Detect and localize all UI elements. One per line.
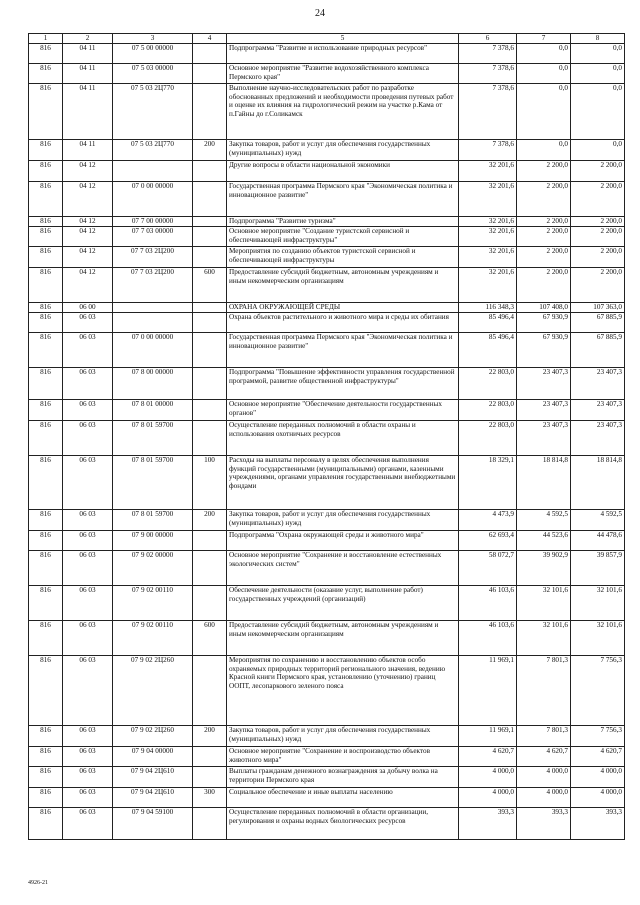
cell-target-article: 07 5 03 2Ц770: [113, 84, 193, 140]
cell-amount-3: 107 363,0: [571, 303, 625, 313]
cell-name: Государственная программа Пермского края "Экономическая политика и инновационное развитие": [227, 333, 459, 368]
cell-name: Обеспечение деятельности (оказание услуг, выполнение работ) государственных учреждений (организаций): [227, 586, 459, 621]
cell-expense-type: 100: [193, 456, 227, 510]
cell-target-article: [113, 161, 193, 182]
cell-expense-type: [193, 227, 227, 247]
cell-name: Закупка товаров, работ и услуг для обеспечения государственных (муниципальных) нужд: [227, 726, 459, 747]
cell-amount-3: 4 000,0: [571, 788, 625, 808]
cell-section: 06 03: [63, 586, 113, 621]
cell-target-article: [113, 313, 193, 333]
cell-amount-2: 107 408,0: [517, 303, 571, 313]
cell-amount-3: 7 756,3: [571, 656, 625, 726]
table-row: [29, 788, 625, 808]
table-row: [29, 421, 625, 456]
cell-expense-type: 600: [193, 268, 227, 303]
cell-expense-type: [193, 64, 227, 84]
cell-admin-code: 816: [29, 621, 63, 656]
cell-name: Закупка товаров, работ и услуг для обеспечения государственных (муниципальных) нужд: [227, 510, 459, 531]
cell-expense-type: [193, 400, 227, 421]
cell-target-article: 07 9 04 00000: [113, 747, 193, 767]
table-row: [29, 726, 625, 747]
col-header: 1: [29, 34, 63, 44]
cell-amount-3: 2 200,0: [571, 182, 625, 217]
table-row: [29, 621, 625, 656]
cell-section: 06 03: [63, 531, 113, 551]
cell-amount-3: 4 592,5: [571, 510, 625, 531]
cell-expense-type: 200: [193, 510, 227, 531]
cell-amount-2: 32 101,6: [517, 586, 571, 621]
cell-section: 06 03: [63, 656, 113, 726]
cell-amount-2: 23 407,3: [517, 400, 571, 421]
cell-amount-1: 7 378,6: [459, 44, 517, 64]
cell-expense-type: [193, 767, 227, 788]
col-header: 4: [193, 34, 227, 44]
cell-amount-1: 7 378,6: [459, 64, 517, 84]
cell-amount-1: 4 000,0: [459, 788, 517, 808]
table-row: [29, 808, 625, 840]
cell-section: 06 03: [63, 456, 113, 510]
cell-amount-2: 4 000,0: [517, 788, 571, 808]
table-row: [29, 510, 625, 531]
cell-section: 04 12: [63, 247, 113, 268]
cell-target-article: 07 7 00 00000: [113, 217, 193, 227]
cell-amount-2: 23 407,3: [517, 368, 571, 400]
col-header: 7: [517, 34, 571, 44]
cell-target-article: 07 8 01 59700: [113, 421, 193, 456]
cell-amount-3: 32 101,6: [571, 586, 625, 621]
col-header: 3: [113, 34, 193, 44]
cell-amount-1: 85 496,4: [459, 313, 517, 333]
cell-amount-1: 85 496,4: [459, 333, 517, 368]
cell-section: 06 03: [63, 510, 113, 531]
cell-amount-2: 2 200,0: [517, 217, 571, 227]
cell-target-article: 07 9 04 2Ц610: [113, 767, 193, 788]
table-row: [29, 400, 625, 421]
table-row: [29, 313, 625, 333]
cell-expense-type: [193, 217, 227, 227]
cell-amount-2: 7 801,3: [517, 656, 571, 726]
cell-name: Государственная программа Пермского края "Экономическая политика и инновационное развитие": [227, 182, 459, 217]
table-row: [29, 161, 625, 182]
cell-amount-1: 7 378,6: [459, 84, 517, 140]
cell-name: Основное мероприятие "Создание туристской сервисной и обеспечивающей инфраструктуры": [227, 227, 459, 247]
cell-expense-type: [193, 333, 227, 368]
cell-expense-type: [193, 161, 227, 182]
cell-amount-3: 23 407,3: [571, 400, 625, 421]
cell-name: ОХРАНА ОКРУЖАЮЩЕЙ СРЕДЫ: [227, 303, 459, 313]
cell-section: 06 00: [63, 303, 113, 313]
cell-amount-2: 7 801,3: [517, 726, 571, 747]
cell-amount-1: 32 201,6: [459, 217, 517, 227]
cell-amount-3: 67 885,9: [571, 333, 625, 368]
col-header: 6: [459, 34, 517, 44]
cell-expense-type: [193, 313, 227, 333]
cell-amount-1: 46 103,6: [459, 586, 517, 621]
cell-name: Основное мероприятие "Обеспечение деятельности государственных органов": [227, 400, 459, 421]
cell-admin-code: 816: [29, 551, 63, 586]
cell-section: 04 12: [63, 227, 113, 247]
cell-amount-1: 32 201,6: [459, 247, 517, 268]
cell-amount-1: 32 201,6: [459, 227, 517, 247]
cell-amount-3: 0,0: [571, 140, 625, 161]
cell-amount-1: 32 201,6: [459, 182, 517, 217]
cell-amount-2: 32 101,6: [517, 621, 571, 656]
cell-amount-1: 116 348,3: [459, 303, 517, 313]
cell-expense-type: 600: [193, 621, 227, 656]
cell-amount-1: 4 000,0: [459, 767, 517, 788]
table-row: [29, 747, 625, 767]
cell-amount-3: 23 407,3: [571, 421, 625, 456]
cell-section: 06 03: [63, 368, 113, 400]
cell-name: Выполнение научно-исследовательских работ по разработке обоснованных предложений и необходимости проведения путевых работ и оценке их влияния на гидрологический режим на участке р.Кама от п.Гайны до г.Соликамск: [227, 84, 459, 140]
cell-amount-1: 4 473,9: [459, 510, 517, 531]
cell-admin-code: 816: [29, 313, 63, 333]
table-row: [29, 333, 625, 368]
budget-table: [28, 33, 625, 840]
cell-target-article: 07 8 01 59700: [113, 510, 193, 531]
cell-amount-1: 62 693,4: [459, 531, 517, 551]
cell-amount-3: 67 885,9: [571, 313, 625, 333]
cell-section: 06 03: [63, 333, 113, 368]
cell-target-article: 07 9 02 00110: [113, 621, 193, 656]
cell-name: Подпрограмма "Развитие и использование природных ресурсов": [227, 44, 459, 64]
cell-target-article: 07 5 03 00000: [113, 64, 193, 84]
cell-expense-type: 200: [193, 726, 227, 747]
cell-target-article: 07 0 00 00000: [113, 333, 193, 368]
cell-admin-code: 816: [29, 368, 63, 400]
cell-amount-3: 2 200,0: [571, 217, 625, 227]
cell-admin-code: 816: [29, 808, 63, 840]
cell-target-article: 07 0 00 00000: [113, 182, 193, 217]
col-header: 2: [63, 34, 113, 44]
table-row: [29, 227, 625, 247]
cell-section: 04 12: [63, 217, 113, 227]
cell-amount-2: 2 200,0: [517, 161, 571, 182]
cell-target-article: 07 8 00 00000: [113, 368, 193, 400]
cell-name: Основное мероприятие "Сохранение и восстановление естественных экологических систем": [227, 551, 459, 586]
cell-target-article: [113, 303, 193, 313]
cell-amount-3: 0,0: [571, 44, 625, 64]
cell-section: 04 11: [63, 64, 113, 84]
cell-name: Мероприятия по сохранению и восстановлению объектов особо охраняемых природных территорий регионального значения, ведению Красной книги Пермского края, установлению (уточнению) границ ООПТ, лесопаркового зеленого пояса: [227, 656, 459, 726]
cell-admin-code: 816: [29, 767, 63, 788]
cell-section: 06 03: [63, 808, 113, 840]
cell-amount-1: 22 803,0: [459, 400, 517, 421]
cell-section: 06 03: [63, 767, 113, 788]
cell-target-article: 07 5 03 2Ц770: [113, 140, 193, 161]
table-row: [29, 303, 625, 313]
cell-amount-2: 44 523,6: [517, 531, 571, 551]
table-row: [29, 64, 625, 84]
cell-amount-2: 0,0: [517, 140, 571, 161]
col-header: 5: [227, 34, 459, 44]
cell-name: Другие вопросы в области национальной экономики: [227, 161, 459, 182]
cell-target-article: 07 8 01 00000: [113, 400, 193, 421]
cell-section: 04 12: [63, 161, 113, 182]
table-row: [29, 656, 625, 726]
cell-expense-type: [193, 531, 227, 551]
cell-amount-3: 2 200,0: [571, 161, 625, 182]
cell-name: Осуществление переданных полномочий в области охраны и использования охотничьих ресурсов: [227, 421, 459, 456]
cell-name: Расходы на выплаты персоналу в целях обеспечения выполнения функций государственными (муниципальными) органами, казенными учреждениями, органами управления государственными внебюджетными фондами: [227, 456, 459, 510]
cell-name: Охрана объектов растительного и животного мира и среды их обитания: [227, 313, 459, 333]
cell-expense-type: [193, 656, 227, 726]
cell-amount-2: 2 200,0: [517, 182, 571, 217]
cell-admin-code: 816: [29, 747, 63, 767]
cell-amount-3: 393,3: [571, 808, 625, 840]
cell-section: 06 03: [63, 551, 113, 586]
cell-amount-1: 32 201,6: [459, 161, 517, 182]
cell-amount-3: 32 101,6: [571, 621, 625, 656]
cell-name: Основное мероприятие "Сохранение и воспроизводство объектов животного мира": [227, 747, 459, 767]
cell-section: 06 03: [63, 400, 113, 421]
cell-amount-1: 393,3: [459, 808, 517, 840]
cell-admin-code: 816: [29, 510, 63, 531]
cell-admin-code: 816: [29, 227, 63, 247]
cell-admin-code: 816: [29, 84, 63, 140]
cell-amount-2: 18 814,8: [517, 456, 571, 510]
cell-section: 04 12: [63, 182, 113, 217]
cell-admin-code: 816: [29, 421, 63, 456]
cell-admin-code: 816: [29, 333, 63, 368]
cell-amount-1: 32 201,6: [459, 268, 517, 303]
cell-expense-type: [193, 747, 227, 767]
cell-amount-3: 0,0: [571, 84, 625, 140]
cell-amount-3: 44 478,6: [571, 531, 625, 551]
cell-admin-code: 816: [29, 726, 63, 747]
footer-code: 4926-21: [28, 880, 48, 886]
cell-amount-2: 4 620,7: [517, 747, 571, 767]
page-number: 24: [315, 8, 325, 19]
cell-amount-1: 7 378,6: [459, 140, 517, 161]
cell-target-article: 07 7 03 2Ц200: [113, 268, 193, 303]
cell-amount-2: 4 592,5: [517, 510, 571, 531]
cell-amount-2: 2 200,0: [517, 247, 571, 268]
cell-amount-1: 18 329,1: [459, 456, 517, 510]
cell-expense-type: [193, 303, 227, 313]
cell-admin-code: 816: [29, 788, 63, 808]
cell-admin-code: 816: [29, 400, 63, 421]
col-header: 8: [571, 34, 625, 44]
cell-expense-type: 200: [193, 140, 227, 161]
cell-section: 04 11: [63, 84, 113, 140]
cell-section: 06 03: [63, 313, 113, 333]
cell-amount-3: 2 200,0: [571, 268, 625, 303]
cell-amount-2: 23 407,3: [517, 421, 571, 456]
cell-amount-2: 0,0: [517, 44, 571, 64]
cell-name: Предоставление субсидий бюджетным, автономным учреждениям и иным некоммерческим организациям: [227, 621, 459, 656]
cell-amount-1: 11 969,1: [459, 656, 517, 726]
cell-amount-1: 22 803,0: [459, 421, 517, 456]
cell-admin-code: 816: [29, 656, 63, 726]
cell-admin-code: 816: [29, 456, 63, 510]
cell-expense-type: [193, 808, 227, 840]
cell-target-article: 07 9 02 00110: [113, 586, 193, 621]
cell-target-article: 07 9 02 00000: [113, 551, 193, 586]
cell-section: 06 03: [63, 421, 113, 456]
cell-name: Закупка товаров, работ и услуг для обеспечения государственных (муниципальных) нужд: [227, 140, 459, 161]
cell-section: 04 11: [63, 44, 113, 64]
table-row: [29, 368, 625, 400]
table-row: [29, 140, 625, 161]
cell-amount-1: 22 803,0: [459, 368, 517, 400]
cell-amount-1: 46 103,6: [459, 621, 517, 656]
cell-amount-2: 39 902,9: [517, 551, 571, 586]
cell-amount-2: 393,3: [517, 808, 571, 840]
cell-amount-1: 58 072,7: [459, 551, 517, 586]
cell-expense-type: [193, 247, 227, 268]
cell-amount-2: 67 930,9: [517, 333, 571, 368]
table-row: [29, 586, 625, 621]
cell-target-article: 07 9 04 2Ц610: [113, 788, 193, 808]
cell-admin-code: 816: [29, 268, 63, 303]
cell-name: Подпрограмма "Развитие туризма": [227, 217, 459, 227]
cell-amount-3: 2 200,0: [571, 247, 625, 268]
table-row: [29, 217, 625, 227]
table-row: [29, 551, 625, 586]
table-row: [29, 767, 625, 788]
table-row: [29, 268, 625, 303]
table-row: [29, 531, 625, 551]
cell-amount-1: 4 620,7: [459, 747, 517, 767]
cell-expense-type: [193, 551, 227, 586]
cell-target-article: 07 9 04 59100: [113, 808, 193, 840]
table-row: [29, 247, 625, 268]
table-row: [29, 456, 625, 510]
cell-expense-type: [193, 368, 227, 400]
cell-expense-type: [193, 182, 227, 217]
cell-expense-type: [193, 84, 227, 140]
cell-admin-code: 816: [29, 303, 63, 313]
cell-amount-2: 0,0: [517, 84, 571, 140]
cell-amount-3: 18 814,8: [571, 456, 625, 510]
cell-expense-type: [193, 586, 227, 621]
cell-amount-2: 67 930,9: [517, 313, 571, 333]
cell-admin-code: 816: [29, 64, 63, 84]
cell-target-article: 07 8 01 59700: [113, 456, 193, 510]
cell-admin-code: 816: [29, 182, 63, 217]
cell-amount-3: 4 000,0: [571, 767, 625, 788]
cell-admin-code: 816: [29, 217, 63, 227]
cell-admin-code: 816: [29, 247, 63, 268]
cell-amount-1: 11 969,1: [459, 726, 517, 747]
cell-amount-3: 2 200,0: [571, 227, 625, 247]
cell-admin-code: 816: [29, 161, 63, 182]
cell-name: Социальное обеспечение и иные выплаты населению: [227, 788, 459, 808]
cell-admin-code: 816: [29, 531, 63, 551]
cell-target-article: 07 9 02 2Ц260: [113, 656, 193, 726]
cell-name: Мероприятия по созданию объектов туристской сервисной и обеспечивающей инфраструктуры: [227, 247, 459, 268]
cell-amount-2: 2 200,0: [517, 268, 571, 303]
table-row: [29, 44, 625, 64]
cell-admin-code: 816: [29, 586, 63, 621]
cell-amount-2: 0,0: [517, 64, 571, 84]
cell-name: Подпрограмма "Повышение эффективности управления государственной программой, развитие общественной инфраструктуры": [227, 368, 459, 400]
cell-name: Осуществление переданных полномочий в области организации, регулирования и охраны водных биологических ресурсов: [227, 808, 459, 840]
table-row: [29, 84, 625, 140]
cell-expense-type: [193, 44, 227, 64]
cell-expense-type: 300: [193, 788, 227, 808]
cell-section: 06 03: [63, 726, 113, 747]
cell-target-article: 07 9 02 2Ц260: [113, 726, 193, 747]
cell-amount-3: 7 756,3: [571, 726, 625, 747]
cell-target-article: 07 5 00 00000: [113, 44, 193, 64]
table-body: [29, 44, 625, 840]
table-row: [29, 182, 625, 217]
cell-section: 06 03: [63, 747, 113, 767]
cell-expense-type: [193, 421, 227, 456]
cell-target-article: 07 7 03 2Ц200: [113, 247, 193, 268]
cell-section: 04 12: [63, 268, 113, 303]
cell-amount-3: 39 857,9: [571, 551, 625, 586]
cell-name: Подпрограмма "Охрана окружающей среды и животного мира": [227, 531, 459, 551]
cell-admin-code: 816: [29, 140, 63, 161]
cell-name: Основное мероприятие "Развитие водохозяйственного комплекса Пермского края": [227, 64, 459, 84]
cell-section: 06 03: [63, 621, 113, 656]
cell-target-article: 07 7 03 00000: [113, 227, 193, 247]
header-row: [29, 34, 625, 44]
cell-name: Предоставление субсидий бюджетным, автономным учреждениям и иным некоммерческим организациям: [227, 268, 459, 303]
cell-name: Выплаты гражданам денежного вознаграждения за добычу волка на территории Пермского края: [227, 767, 459, 788]
cell-amount-3: 4 620,7: [571, 747, 625, 767]
cell-amount-3: 0,0: [571, 64, 625, 84]
cell-admin-code: 816: [29, 44, 63, 64]
cell-amount-2: 2 200,0: [517, 227, 571, 247]
cell-amount-3: 23 407,3: [571, 368, 625, 400]
cell-section: 04 11: [63, 140, 113, 161]
cell-section: 06 03: [63, 788, 113, 808]
cell-amount-2: 4 000,0: [517, 767, 571, 788]
cell-target-article: 07 9 00 00000: [113, 531, 193, 551]
